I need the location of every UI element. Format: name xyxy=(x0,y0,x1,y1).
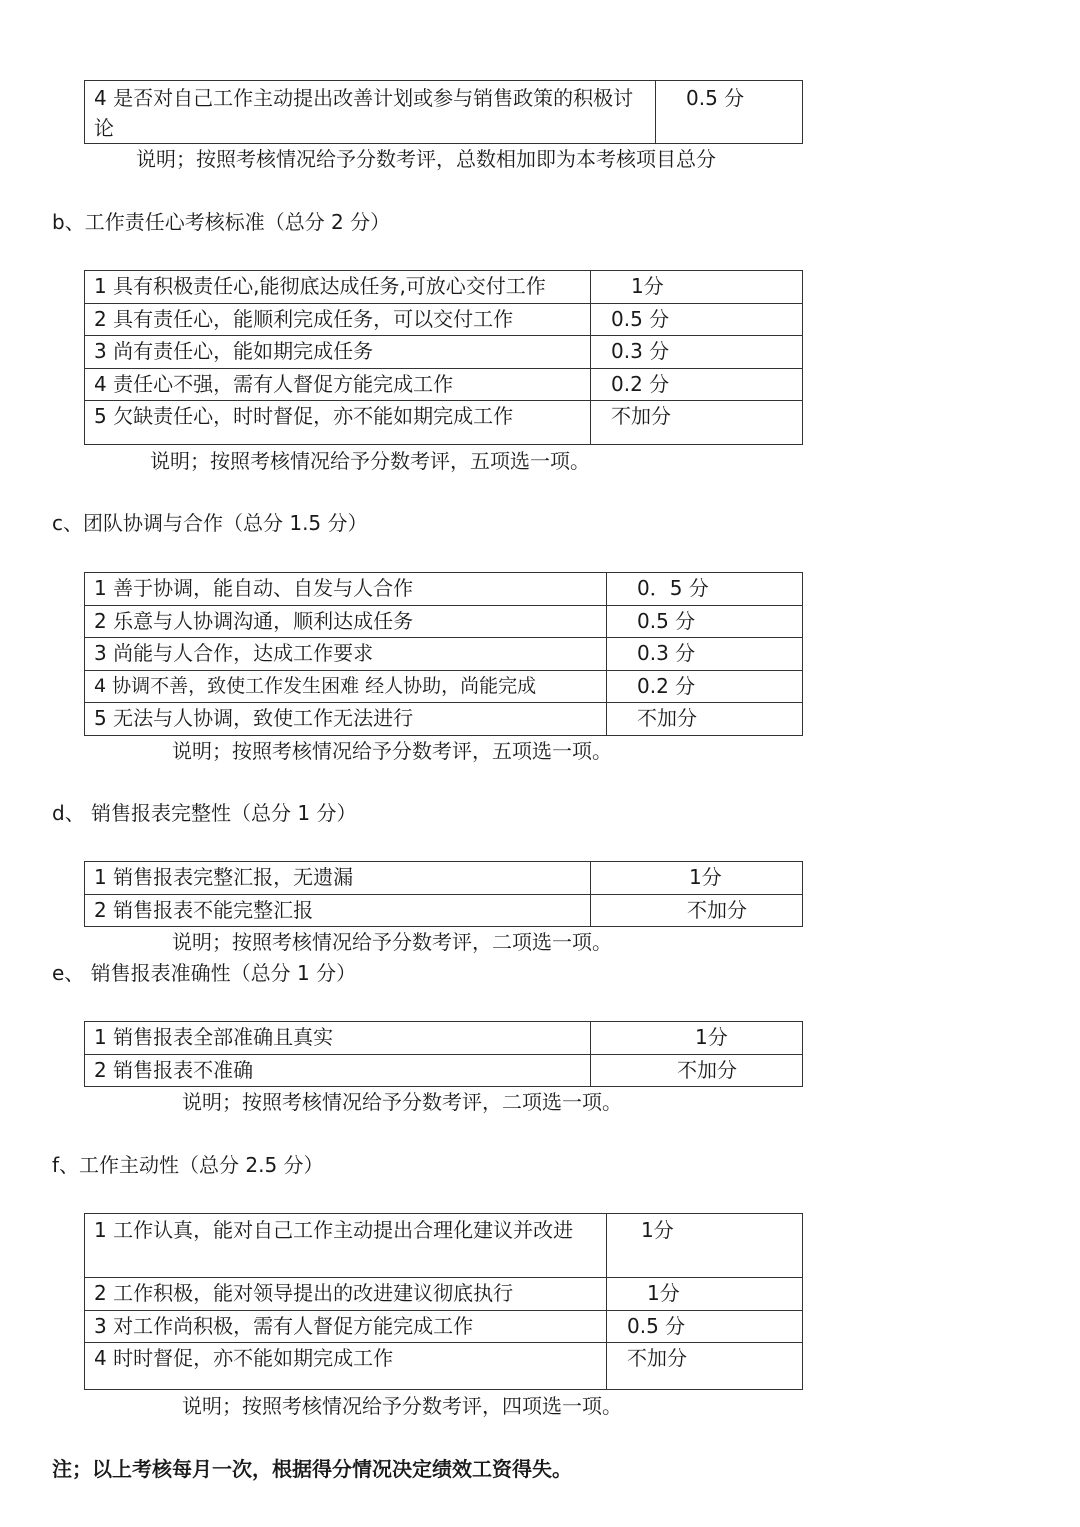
score-cell: 1分 xyxy=(591,271,803,304)
criteria-text: 5 欠缺责任心，时时督促，亦不能如期完成工作 xyxy=(85,401,591,445)
criteria-text: 4 协调不善，致使工作发生困难 经人协助，尚能完成 xyxy=(85,671,607,703)
criteria-text: 5 无法与人协调，致使工作无法进行 xyxy=(85,703,607,736)
score-cell: 0.5 分 xyxy=(591,304,803,336)
section-heading-d: d、 销售报表完整性（总分 1 分） xyxy=(52,801,357,825)
criteria-text: 1 具有积极责任心,能彻底达成任务,可放心交付工作 xyxy=(85,271,591,304)
section-heading-f: f、工作主动性（总分 2.5 分） xyxy=(52,1153,324,1177)
table-row xyxy=(85,703,803,736)
criteria-table-e xyxy=(84,1021,803,1087)
table-row xyxy=(85,1311,803,1343)
criteria-table-c xyxy=(84,572,803,736)
criteria-text: 3 尚有责任心，能如期完成任务 xyxy=(85,336,591,369)
score-cell: 0.5 分 xyxy=(607,1311,803,1343)
score-cell: 0.3 分 xyxy=(607,638,803,671)
section-heading-b: b、工作责任心考核标准（总分 2 分） xyxy=(52,210,391,234)
table-row xyxy=(85,1214,803,1278)
section-heading-c: c、团队协调与合作（总分 1.5 分） xyxy=(52,511,368,535)
score-cell: 不加分 xyxy=(607,1343,803,1390)
explanation-note: 说明；按照考核情况给予分数考评，五项选一项。 xyxy=(150,449,590,473)
criteria-text: 2 销售报表不准确 xyxy=(85,1055,591,1087)
table-row xyxy=(85,369,803,401)
score-cell: 1分 xyxy=(607,1214,803,1278)
score-cell: 0．5 分 xyxy=(607,573,803,606)
section-heading-e: e、 销售报表准确性（总分 1 分） xyxy=(52,961,357,985)
criteria-table-f xyxy=(84,1213,803,1390)
criteria-table-d xyxy=(84,861,803,927)
table-row xyxy=(85,573,803,606)
criteria-text: 2 具有责任心，能顺利完成任务，可以交付工作 xyxy=(85,304,591,336)
explanation-note: 说明；按照考核情况给予分数考评，五项选一项。 xyxy=(172,739,612,763)
criteria-table-b xyxy=(84,270,803,445)
score-cell: 1分 xyxy=(607,1278,803,1311)
table-row xyxy=(85,862,803,895)
criteria-text: 4 责任心不强，需有人督促方能完成工作 xyxy=(85,369,591,401)
explanation-note: 说明；按照考核情况给予分数考评，二项选一项。 xyxy=(172,930,612,954)
table-row xyxy=(85,336,803,369)
criteria-text: 1 善于协调，能自动、自发与人合作 xyxy=(85,573,607,606)
score-cell: 1分 xyxy=(591,1022,803,1055)
explanation-note: 说明；按照考核情况给予分数考评，二项选一项。 xyxy=(182,1090,622,1114)
score-cell: 0.5 分 xyxy=(607,606,803,638)
table-row xyxy=(85,271,803,304)
table-row xyxy=(85,81,803,144)
table-row xyxy=(85,1022,803,1055)
score-cell: 不加分 xyxy=(591,401,803,445)
score-cell: 0.3 分 xyxy=(591,336,803,369)
criteria-text: 2 乐意与人协调沟通，顺利达成任务 xyxy=(85,606,607,638)
score-cell: 1分 xyxy=(591,862,803,895)
table-row xyxy=(85,1343,803,1390)
criteria-table-a-continued xyxy=(84,80,803,144)
explanation-note: 说明；按照考核情况给予分数考评，四项选一项。 xyxy=(182,1394,622,1418)
criteria-text: 4 是否对自己工作主动提出改善计划或参与销售政策的积极讨论 xyxy=(85,81,656,144)
criteria-text: 4 时时督促，亦不能如期完成工作 xyxy=(85,1343,607,1390)
criteria-text: 2 工作积极，能对领导提出的改进建议彻底执行 xyxy=(85,1278,607,1311)
footer-note: 注；以上考核每月一次，根据得分情况决定绩效工资得失。 xyxy=(52,1457,572,1481)
table-row xyxy=(85,895,803,927)
score-cell: 0.2 分 xyxy=(591,369,803,401)
criteria-text: 1 销售报表全部准确且真实 xyxy=(85,1022,591,1055)
criteria-text: 1 销售报表完整汇报，无遗漏 xyxy=(85,862,591,895)
table-row xyxy=(85,606,803,638)
table-row xyxy=(85,671,803,703)
explanation-note: 说明；按照考核情况给予分数考评，总数相加即为本考核项目总分 xyxy=(136,147,716,171)
criteria-text: 1 工作认真，能对自己工作主动提出合理化建议并改进 xyxy=(85,1214,607,1278)
criteria-text: 2 销售报表不能完整汇报 xyxy=(85,895,591,927)
score-cell: 不加分 xyxy=(591,1055,803,1087)
score-cell: 0.5 分 xyxy=(656,81,803,144)
score-cell: 不加分 xyxy=(607,703,803,736)
criteria-text: 3 尚能与人合作，达成工作要求 xyxy=(85,638,607,671)
table-row xyxy=(85,1055,803,1087)
score-cell: 不加分 xyxy=(591,895,803,927)
score-cell: 0.2 分 xyxy=(607,671,803,703)
criteria-text: 3 对工作尚积极，需有人督促方能完成工作 xyxy=(85,1311,607,1343)
table-row xyxy=(85,304,803,336)
table-row xyxy=(85,638,803,671)
table-row xyxy=(85,1278,803,1311)
table-row xyxy=(85,401,803,445)
